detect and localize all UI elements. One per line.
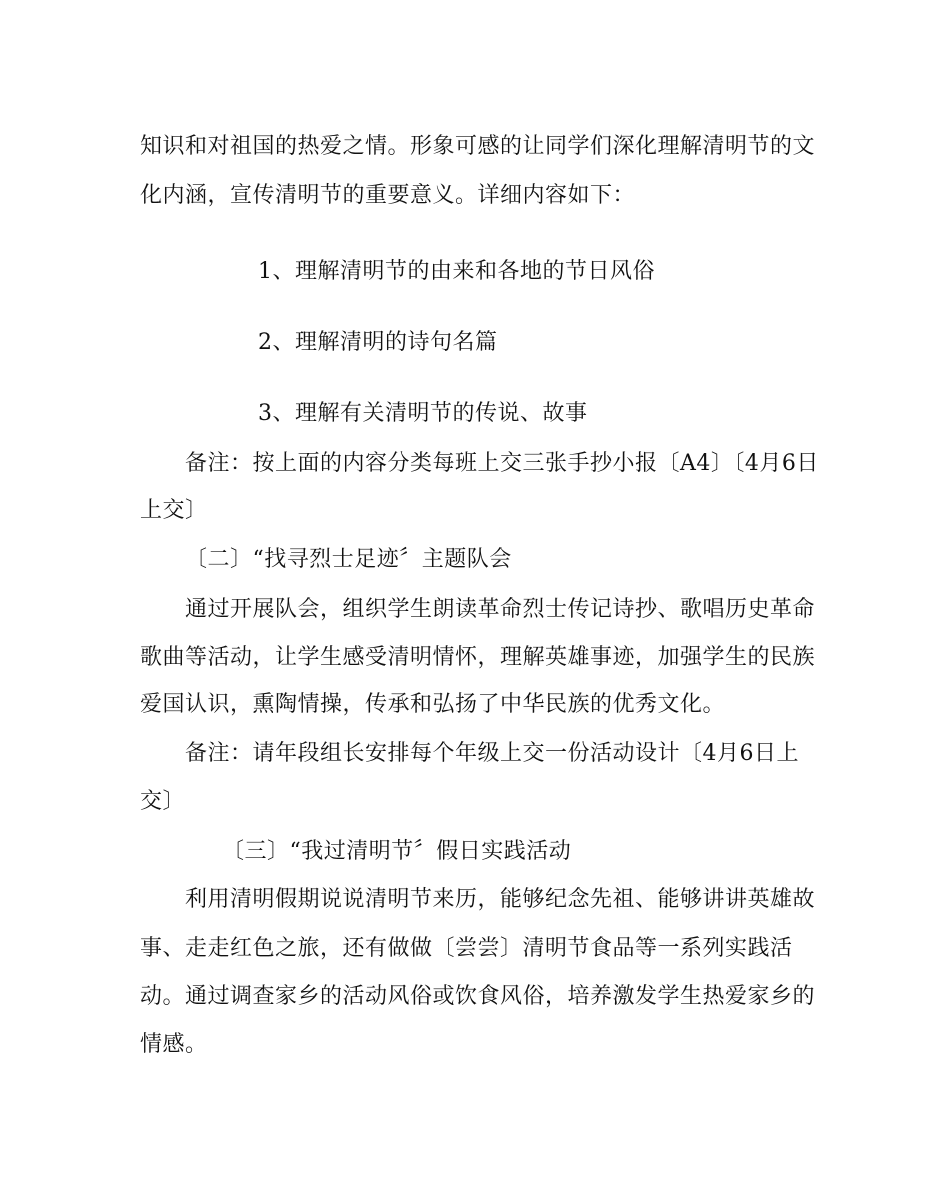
section2-note-line-2: 交〕	[140, 789, 186, 814]
section2-note-line-1: 备注：请年段组长安排每个年级上交一份活动设计〔4月6日上	[185, 741, 799, 766]
section3-body-line-4: 情感。	[140, 1032, 208, 1057]
note1-line-1: 备注：按上面的内容分类每班上交三张手抄小报〔A4〕〔4月6日	[185, 451, 819, 476]
intro-line-2: 化内涵，宣传清明节的重要意义。详细内容如下：	[140, 183, 636, 208]
section3-body-line-3: 动。通过调查家乡的活动风俗或饮食风俗，培养激发学生热爱家乡的	[140, 984, 816, 1009]
list-item-3: 3、理解有关清明节的传说、故事	[258, 401, 588, 426]
section3-body-line-1: 利用清明假期说说清明节来历，能够纪念先祖、能够讲讲英雄故	[185, 887, 816, 912]
list-item-1: 1、理解清明节的由来和各地的节日风俗	[258, 259, 655, 284]
list-item-2: 2、理解清明的诗句名篇	[258, 330, 498, 355]
section2-body-line-3: 爱国认识，熏陶情操，传承和弘扬了中华民族的优秀文化。	[140, 692, 726, 717]
note1-line-2: 上交〕	[140, 498, 208, 523]
section2-body-line-1: 通过开展队会，组织学生朗读革命烈士传记诗抄、歌唱历史革命	[185, 597, 816, 622]
section2-heading: 〔二〕“找寻烈士足迹〞主题队会	[185, 547, 512, 572]
intro-line-1: 知识和对祖国的热爱之情。形象可感的让同学们深化理解清明节的文	[140, 134, 816, 159]
section3-heading: 〔三〕“我过清明节〞假日实践活动	[222, 839, 572, 864]
section2-body-line-2: 歌曲等活动，让学生感受清明情怀，理解英雄事迹，加强学生的民族	[140, 645, 816, 670]
section3-body-line-2: 事、走走红色之旅，还有做做〔尝尝〕清明节食品等一系列实践活	[140, 936, 793, 961]
